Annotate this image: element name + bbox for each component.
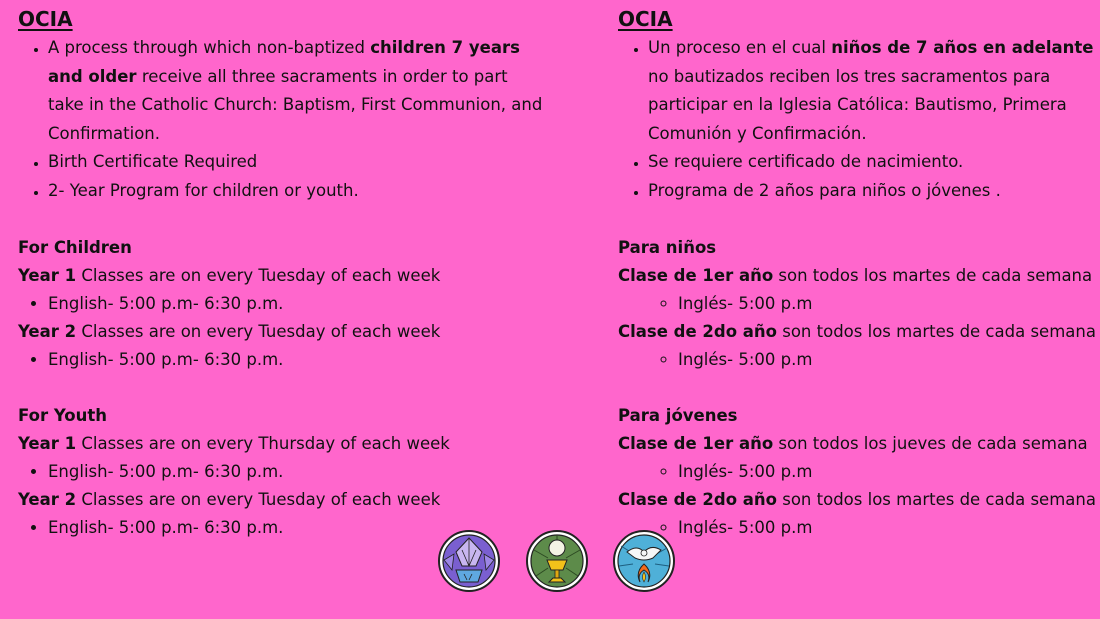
english-youth-year1: Year 1 Classes are on every Thursday of each week <box>18 433 450 453</box>
english-program-item: • 2- Year Program for children or youth. <box>48 177 548 206</box>
english-title: OCIA <box>18 7 73 31</box>
spanish-children-year1-time: ◦ Inglés- 5:00 p.m <box>678 290 1098 318</box>
english-youth-heading: For Youth <box>18 405 107 425</box>
spanish-birth-certificate-item: • Se requiere certificado de nacimiento. <box>648 148 1098 177</box>
spanish-title: OCIA <box>618 7 673 31</box>
english-birth-certificate-item: • Birth Certificate Required <box>48 148 548 177</box>
english-intro-item: • A process through which non-baptized children 7 years and older receive all three sacraments in order to part take in the Catholic Church: Baptism, First Communion, and Confirmation. <box>48 34 548 148</box>
english-youth-year1-time: • English- 5:00 p.m- 6:30 p.m. <box>48 458 548 486</box>
spanish-children-year1: Clase de 1er año son todos los martes de cada semana <box>618 265 1093 285</box>
english-column <box>18 6 548 542</box>
english-youth-year2: Year 2 Classes are on every Tuesday of each week <box>18 489 441 509</box>
baptism-shell-icon <box>438 530 500 592</box>
spanish-youth-year1: Clase de 1er año son todos los jueves de cada semana <box>618 433 1088 453</box>
spanish-children-year2: Clase de 2do año son todos los martes de cada semana <box>618 321 1096 341</box>
spanish-youth-heading: Para jóvenes <box>618 405 738 425</box>
spanish-program-item: • Programa de 2 años para niños o jóvenes . <box>648 177 1098 206</box>
spanish-youth-year1-time: ◦ Inglés- 5:00 p.m <box>678 458 1098 486</box>
spanish-intro-item: • Un proceso en el cual niños de 7 años en adelante no bautizados reciben los tres sacramentos para participar en la Iglesia Católica: Bautismo, Primera Comunión y Confirmación. <box>648 34 1098 148</box>
communion-chalice-icon <box>526 530 588 592</box>
sacrament-icons <box>438 530 678 596</box>
english-children-year1-time: • English- 5:00 p.m- 6:30 p.m. <box>48 290 548 318</box>
english-children-heading: For Children <box>18 237 132 257</box>
spanish-youth-year2: Clase de 2do año son todos los martes de cada semana <box>618 489 1096 509</box>
english-intro-list <box>18 34 548 206</box>
english-children-year2: Year 2 Classes are on every Tuesday of each week <box>18 321 441 341</box>
english-children-year1: Year 1 Classes are on every Tuesday of each week <box>18 265 441 285</box>
confirmation-dove-icon <box>613 530 675 592</box>
spanish-children-heading: Para niños <box>618 237 717 257</box>
spanish-column <box>618 6 1098 542</box>
english-children-year2-time: • English- 5:00 p.m- 6:30 p.m. <box>48 346 548 374</box>
english-youth-year2-time: • English- 5:00 p.m- 6:30 p.m. <box>48 514 548 542</box>
spanish-youth-year2-time: ◦ Inglés- 5:00 p.m <box>678 514 1098 542</box>
spanish-children-year2-time: ◦ Inglés- 5:00 p.m <box>678 346 1098 374</box>
spanish-intro-list <box>618 34 1098 206</box>
